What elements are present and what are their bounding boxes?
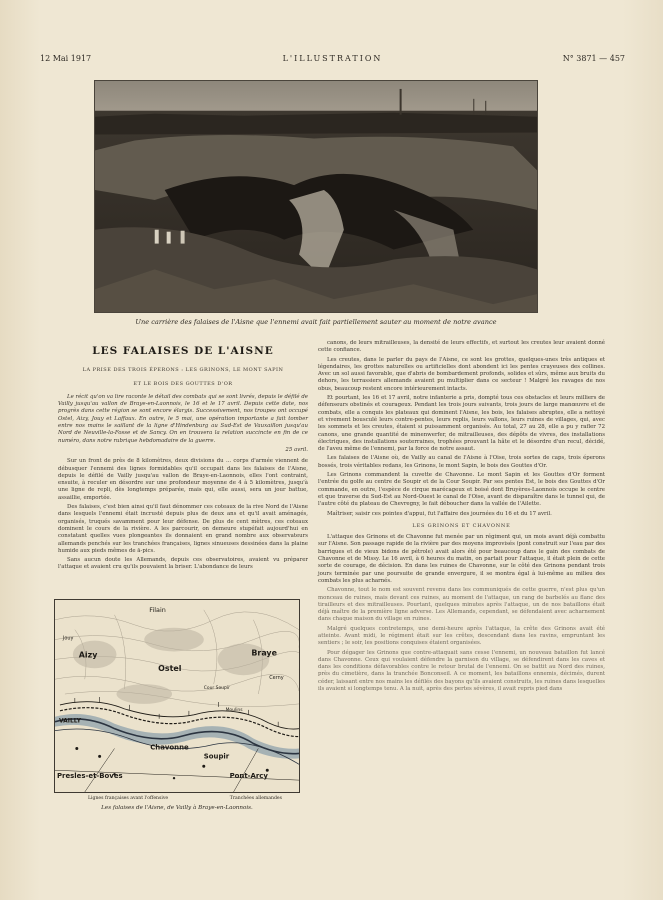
map-label-pont-arcy: Pont-Arcy: [229, 772, 268, 781]
article-left-column: [58, 340, 308, 574]
aisne-map-drawing: [55, 600, 299, 792]
map-label-presles: Presles-et-Boves: [56, 772, 123, 781]
paragraph: Les creutes, dans le parler du pays de l'Aisne, ce sont les grottes, quelques-unes très antiques et légendaires, les grottes naturelles ou artificielles dont abondent ici les pentes crayeuses des collines. Avec un sol aussi favorable, que d'abris de bombardement profonds, solides et sûrs, même aux bruits du dehors, les terrassiers allemands avaient pu multiplier dans ce secteur ! Malgré les ravages de nos obus, beaucoup restent encore intérieurement intacts.: [318, 356, 605, 392]
legend-french-lines: Lignes françaises avant l'offensive: [88, 796, 169, 801]
paragraph: Les Grinons commandent la cuvette de Chavonne. Le mont Sapin et les Gouttes d'Or forment l'entrée du golfe au centre de Soupir et de la Cour Soupir. Par ses pentes Est, le bois des Gouttes d'Or commande, en outre, l'espèce de cirque marécageux et boisé dont Bruyères-Laonnois occupe le centre et que traverse du Sud-Est au Nord-Ouest le canal de l'Oise, avant de disparaître dans le tunnel qui, de l'autre côté du plateau de Chevregny, le fait déboucher dans la vallée de l'Ailette.: [318, 472, 605, 508]
issue-date: 12 Mai 1917: [40, 54, 92, 63]
paragraph: Les falaises de l'Aisne où, de Vailly au canal de l'Aisne à l'Oise, trois sortes de caps, trois éperons bossés, trois véritables redans, les Grinons, le mont Sapin, le bois des Gouttes d'Or.: [318, 455, 605, 469]
map-label-ostel: Ostel: [158, 664, 182, 674]
legend-german-trenches: Tranchées allemandes: [229, 796, 282, 801]
map-label-aizy: Aizy: [78, 650, 98, 660]
paragraph: Sur un front de près de 8 kilomètres, deux divisions du ... corps d'armée viennent de débusquer l'ennemi des lignes formidables qu'il occupait dans les falaises de l'Aisne, depuis le défilé de Vailly jusqu'au vallon de Braye-en-Laonnois, elles l'ont contraint, ensuite, à reculer en désordre sur une profondeur moyenne de 4 à 5 kilomètres, jusqu'à une ligne de repli, dès longtemps préparée, mais qui, elle aussi, sera un jour battue, assaillie, emportée.: [58, 458, 308, 501]
map-caption: Les falaises de l'Aisne, de Vailly à Braye-en-Laonnois.: [101, 805, 253, 811]
article-intro: Le récit qu'on va lire raconte le détail des combats qui se sont livrés, depuis le défilé de Vailly jusqu'au vallon de Braye-en-Laonnois, le 16 et le 17 avril. Depuis cette date, nos progrès dans cette région se sont encore élargis. Successivement, nos troupes ont occupé Ostel, Aizy, Jouy et Laffaux. En outre, le 5 mai, une opération importante a fait tomber entre nos mains le saillant de la ligne d'Hindenburg au Sud-Est de Vauxaillon jusqu'au Nord de Neuville-la-Fosse et de Sancy. On en trouvera la relation succincte en fin de ce numéro, dans notre rubrique hebdomadaire de la guerre.: [58, 393, 308, 444]
map-label-cour-soupir: Cour Soupir: [203, 686, 230, 692]
paragraph: Malgré quelques contretemps, une demi-heure après l'attaque, la crête des Grinons avait été atteinte. Avant midi, le régiment était sur les crêtes, descendant dans les ravins, empruntant les sentiers ; le soir, les positions conquises étaient organisées.: [318, 625, 605, 647]
map-label-vailly: VAILLY: [58, 717, 81, 725]
page-header: [40, 54, 625, 68]
masthead: L'ILLUSTRATION: [282, 54, 383, 63]
article-subtitle-2: ET LE BOIS DES GOUTTES D'OR: [133, 380, 233, 387]
paragraph: L'attaque des Grinons et de Chavonne fut menée par un régiment qui, un mois avant déjà combattu sur l'Aisne. Son passage rapide de la rivière par des moyens improvisés (pont construit sur l'eau par des barriques et de vieux bidons de pétrole) avait alors été pour beaucoup dans le gain des combats de Chavonne et de Missy. Le 16 avril, à 6 heures du matin, on partait pour l'attaque, il était plein de cette sorte de courage, de décision. En dans les ruines de Chavonne, sur le côté des Grinons pendant trois jours terminée par une poursuite de grande envergure, il se montra égal à lui-même au milieu des combats les plus acharnés.: [318, 534, 605, 584]
map-label-filain: Filain: [149, 605, 166, 614]
aisne-map: [54, 599, 300, 793]
article-title: LES FALAISES DE L'AISNE: [92, 345, 274, 357]
issue-number: N° 3871 — 457: [562, 54, 625, 63]
paragraph: Des falaises, c'est bien ainsi qu'il faut dénommer ces coteaux de la rive Nord de l'Aisne dans lesquels l'ennemi était incrusté depuis plus de deux ans et qu'il avait aménagés, organisés, truqués savamment pour leur défense. De plus de cent mètres, ces coteaux dominent le cours de la rivière. A les parcourir, on demeure stupéfait aujourd'hui en constatant quelles vues plongeantes ils donnaient en grand nombre aux observateurs allemands penchés sur les tranchées françaises, lignes sinueuses dessinées dans la plaine humide aux pieds mêmes de ā-pics.: [58, 504, 308, 554]
map-label-chavonne: Chavonne: [150, 743, 189, 752]
quarry-photograph: [94, 80, 538, 313]
paragraph: canons, de leurs mitrailleuses, la densité de leurs effectifs, et surtout les creutes leur avaient donné cette confiance.: [318, 340, 605, 354]
paragraph: Chavonne, tout le nom est souvent revenu dans les communiqués de cette guerre, n'est plus qu'un monceau de ruines, mais devant ces ruines, au moment de l'attaque, un rang de barbelés au flanc des tirailleurs et des mitrailleuses. Pourtant, quelques minutes après l'attaque, un de nos bataillons était déjà maître de la première ligne adverse. Les Allemands, cependant, se défendaient avec acharnement dans chaque maison du village en ruines.: [318, 587, 605, 623]
paragraph: Et pourtant, les 16 et 17 avril, notre infanterie a pris, dompté tous ces obstacles et leurs milliers de défenseurs obstinés et courageux. Pendant les trois jours suivants, trois jours de large manœuvre et de combats, elle a conquis les plateaux qui dominent l'Aisne, les bois, les falaises abruptes, elle a nettoyé et vivement bousculé leurs contre-pentes, leurs replis, leurs vallons, leurs ruines de villages, qui, avec les sommets et les creutes, étaient si puissamment organisés. Au total, 27 au 28, elle a pu y rafler 72 canons, une grande quantité de minenwerfer, de mitrailleuses, des dépôts de vivres, des installations électriques, des installations souterraines, trophées prouvant la hâte et le désordre d'un recul, décidé, de l'aveu même de l'ennemi, par la force de notre assaut.: [318, 395, 605, 453]
map-label-moulins: Moulins: [225, 707, 243, 713]
map-label-jouy: Jouy: [62, 635, 74, 642]
paragraph: Maîtriser, saisir ces pointes d'appui, fut l'affaire des journées du 16 et du 17 avril.: [327, 510, 552, 517]
map-label-cerny: Cerny: [269, 675, 284, 682]
photo-caption: Une carrière des falaises de l'Aisne que l'ennemi avait fait partiellement sauter au moment de notre avance: [135, 318, 497, 326]
paragraph: Pour dégager les Grinons que contre-attaquait sans cesse l'ennemi, un nouveau bataillon fut lancé dans Chavonne. Ceux qui voulaient défendre la garnison du village, se défendirent dans les caves et dans les conditions défavorables contre le retour brutal de l'ennemi. On se battit au Nord des ruines, près du cimetière, dans la tranchée Bonconseil. A ce moment, les bataillons ennemis, décimés, durent céder, laissant entre nos mains les défilés des bayons qu'ils avaient construits, les ruines dans lesquelles ils avaient si longtemps tenu. A la nuit, après des pertes sévères, il avait repris pied dans: [318, 649, 605, 693]
section-heading: LES GRINONS ET CHAVONNE: [412, 522, 511, 529]
article-subtitle-1: LA PRISE DES TROIS ÉPERONS : LES GRINONS, LE MONT SAPIN: [82, 367, 284, 374]
article-dateline: 25 avril.: [285, 446, 308, 453]
map-label-braye: Braye: [251, 648, 277, 658]
paragraph: Sans aucun doute les Allemands, depuis ces observatoires, avaient vu préparer l'attaque et avaient cru qu'ils pouvaient la briser. L'abondance de leurs: [58, 557, 308, 571]
article-right-column: [318, 340, 605, 695]
quarry-photo-image: [95, 81, 537, 312]
map-label-soupir: Soupir: [203, 752, 230, 761]
